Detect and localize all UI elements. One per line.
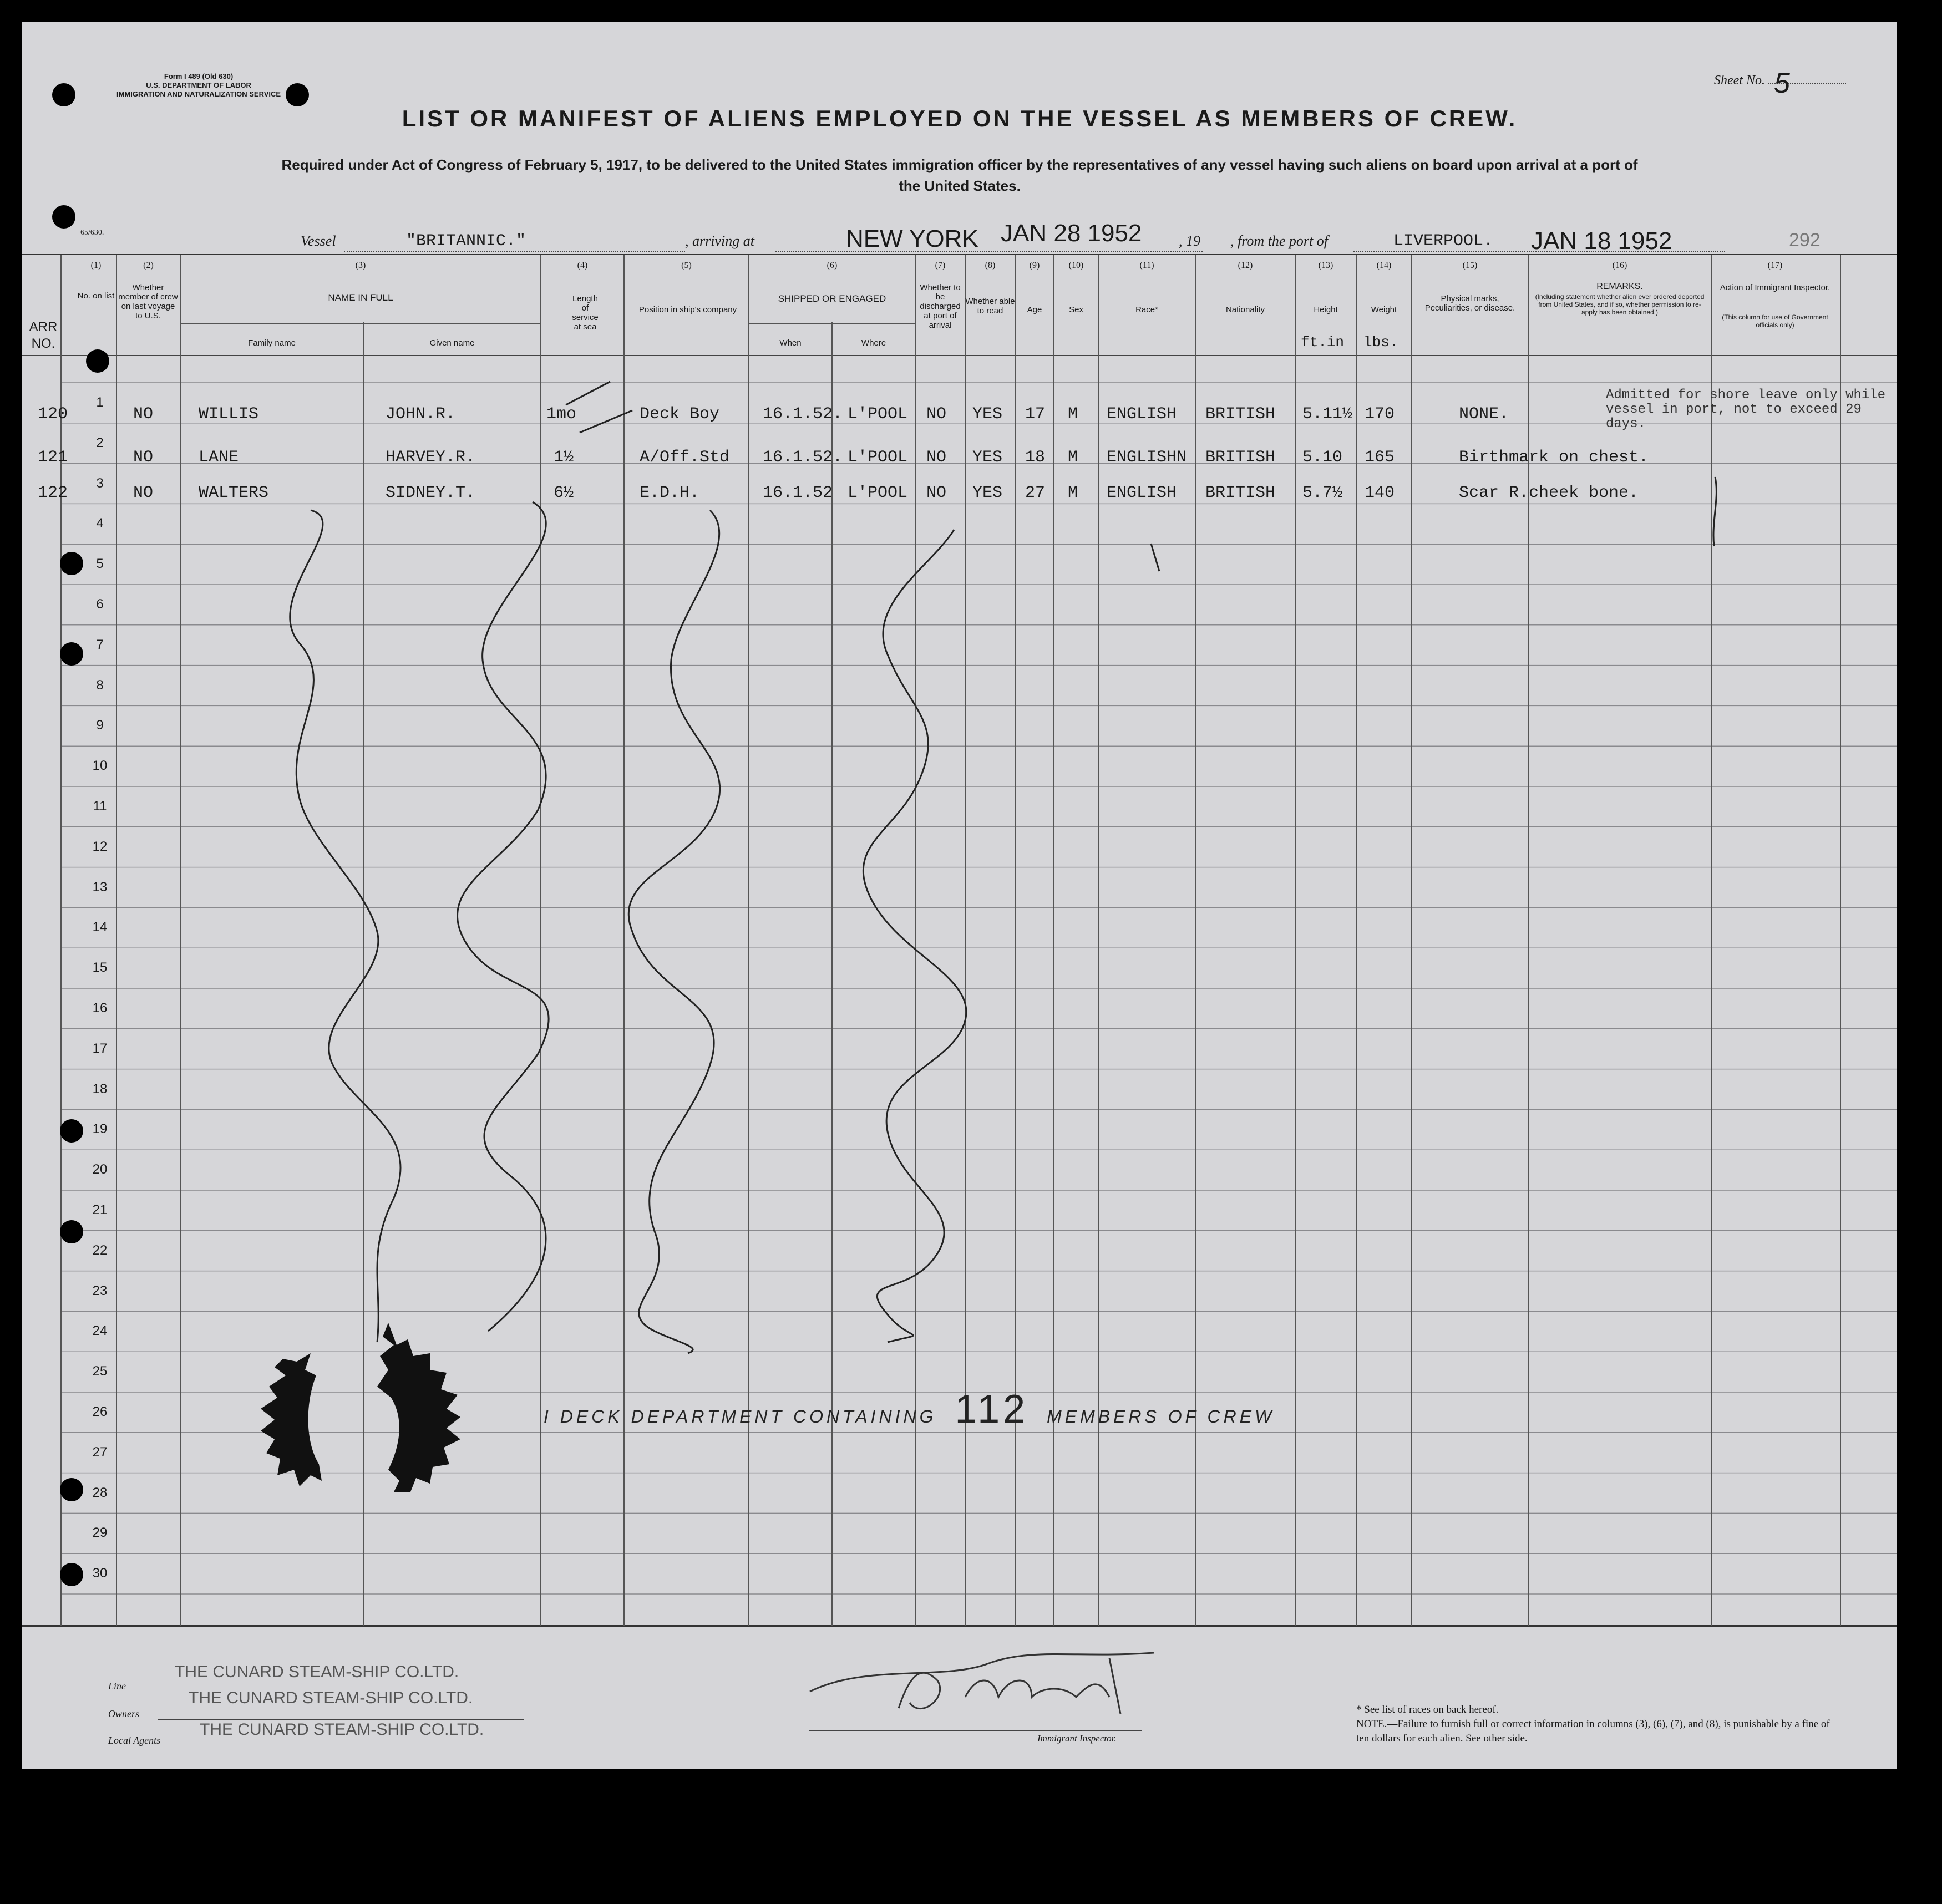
punch-hole [60, 552, 83, 575]
header-inspector-note: (This column for use of Government officials only) [1722, 313, 1828, 329]
line-number: 9 [96, 718, 104, 733]
side-code: 65/630. [80, 229, 104, 237]
last-voyage: NO [133, 405, 154, 424]
owners-company: THE CUNARD STEAM-SHIP CO.LTD. [189, 1689, 473, 1707]
line-number: 29 [92, 1525, 108, 1541]
family-name: WILLIS [199, 405, 259, 424]
colnum-12: (12) [1238, 261, 1253, 270]
inspector-rule [809, 1730, 1142, 1731]
summary-text-before: I DECK DEPARTMENT CONTAINING [544, 1407, 937, 1426]
from-port-label: , from the port of [1230, 233, 1328, 249]
given-name: SIDNEY.T. [386, 484, 476, 502]
line-number: 6 [96, 597, 104, 612]
vessel-label: Vessel [301, 233, 336, 249]
arriving-label: , arriving at [685, 233, 754, 249]
line-number: 25 [92, 1364, 108, 1379]
header-weight: Weight [1371, 305, 1397, 314]
line-number: 22 [92, 1242, 108, 1258]
punch-hole [60, 1220, 83, 1243]
shipped-where: L'POOL [848, 405, 908, 424]
line-number: 12 [92, 839, 108, 854]
line-number: 23 [92, 1283, 108, 1298]
punch-hole [60, 1478, 83, 1501]
line-number: 21 [92, 1202, 108, 1217]
colnum-9: (9) [1029, 261, 1040, 270]
shipped-when: 16.1.52. [763, 448, 843, 467]
shipped-where: L'POOL [848, 448, 908, 467]
manifest-sheet: Form I 489 (Old 630) U.S. DEPARTMENT OF LABOR IMMIGRATION AND NATURALIZATION SERVICE Sheet No. 5 LIST OR MANIFEST OF ALIENS EMPLOYED ON THE VESSEL AS MEMBERS OF CREW. Required under Act of Congress of February 5, 1917, to be delivered to the United States immigration officer by the representatives of any vessel having such aliens on board upon arrival at a port of the United States. 65/630. Vessel "BRITANNIC." , arriving at NEW YORK JAN 28 1952 , 19 , from the port of LIVERPOOL. JAN 18 1952 292 ARR NO. (1) No. on list (2) Whether member of crew on last voyage to U.S. (3) NAME IN FULL Family name Given name (4) Length of service at sea (5) Position in ship's company (6) SHIPPED OR ENGAGED When Where (7) Whether to be discharged at port of arrival (8) Whether able to read (9) Age (10) Sex (11) Race* (12) Nationality (13) Height ft.in (14) Weight lbs. (15) Physical marks, Peculiarities, or disease. (16) REMARKS. (Including statement whether alien ever ordered deported from United States, and if so, whether permission to re-apply has been obtained.) (17) Action of Immigrant Inspector. (This column for use of Government officials only) 1 2 3 4 5 6 7 8 9 10 11 12 13 14 15 16 17 18 19 20 21 22 23 24 25 26 27 28 29 30 120 NO WILLIS JOHN.R. 1mo Deck Boy 16.1.52. L'POOL NO YES 17 M ENGLISH BRITISH 5.11½ 170 NONE. 121 NO LANE HARVEY.R. 1½ A/Off.Std 16.1.52. L'POOL NO YES 18 M ENGLISHN BRITISH 5.10 165 Birthmark on chest. 122 NO WALTERS SIDNEY.T. 6½ E.D.H. 16.1.52 L'POOL NO YES 27 M ENGLISH BRITISH 5.7½ 140 Scar R.cheek bone. Admitted for shore leave only while vessel in port, not to exceed 29 days. I DECK DEPARTMENT CONTAINING 112 MEMBERS OF CREW Line THE CUNARD STEAM-SHIP CO.LTD. Owners THE CUNARD STEAM-SHIP CO.LTD. Local Agents THE CUNARD STEAM-SHIP CO.LTD. Immigrant Inspector. * See list of races on back hereof. NOTE.—Failure to furnish full or correct information in columns (3), (6), (7), and (8), is punishable by a fine of ten dollars for each alien. See other side. [22, 22, 1897, 1769]
arr-number: 120 [38, 405, 68, 424]
arr-number: 122 [38, 484, 68, 502]
line-number: 14 [92, 920, 108, 935]
nationality: BRITISH [1205, 448, 1276, 467]
line-label: Line [108, 1680, 126, 1692]
header-remarks: REMARKS. [1596, 282, 1643, 291]
height: 5.11½ [1302, 405, 1353, 424]
line-number: 3 [96, 475, 104, 491]
seal-stamps [222, 1314, 499, 1525]
header-where: Where [861, 338, 886, 348]
header-remarks-note: (Including statement whether alien ever ordered deported from United States, and if so, whether permission to re-apply has been obtained.) [1535, 293, 1705, 316]
colnum-14: (14) [1376, 261, 1392, 270]
to-be-discharged: NO [926, 448, 947, 467]
line-number: 5 [96, 556, 104, 572]
shipped-when: 16.1.52. [763, 405, 843, 424]
owners-label: Owners [108, 1708, 140, 1719]
height-unit: ft.in [1301, 334, 1345, 351]
to-be-discharged: NO [926, 484, 947, 502]
to-be-discharged: NO [926, 405, 947, 424]
header-when: When [779, 338, 802, 348]
from-port: LIVERPOOL. [1393, 232, 1494, 251]
punch-hole [52, 83, 75, 106]
race: ENGLISH [1107, 484, 1177, 502]
header-nationality: Nationality [1225, 305, 1265, 314]
sex: M [1068, 484, 1078, 502]
length-of-service: 1½ [554, 448, 574, 467]
physical-marks: Scar R.cheek bone. [1459, 484, 1639, 502]
colnum-5: (5) [681, 261, 692, 270]
header-name-in-full: NAME IN FULL [328, 292, 393, 303]
family-name: WALTERS [199, 484, 269, 502]
service-name: IMMIGRATION AND NATURALIZATION SERVICE [116, 90, 281, 98]
penalty-note: NOTE.—Failure to furnish full or correct information in columns (3), (6), (7), and (8), is punishable by a fine of ten dollars for each alien. See other side. [1356, 1718, 1830, 1744]
vessel-name: "BRITANNIC." [406, 232, 526, 251]
header-no-on-list: No. on list [77, 291, 115, 301]
line-number: 1 [96, 395, 104, 410]
line-number: 28 [92, 1485, 108, 1500]
header-shipped: SHIPPED OR ENGAGED [778, 293, 886, 304]
header-family-name: Family name [248, 338, 296, 348]
header-inspector-action: Action of Immigrant Inspector. [1720, 283, 1831, 292]
line-number: 24 [92, 1323, 108, 1339]
line-number: 4 [96, 516, 104, 531]
line-number: 10 [92, 758, 108, 774]
arrival-date-stamp: JAN 28 1952 [1001, 220, 1142, 247]
line-number: 26 [92, 1404, 108, 1419]
able-to-read: YES [972, 448, 1003, 467]
age: 18 [1025, 448, 1046, 467]
colnum-10: (10) [1068, 261, 1084, 270]
header-service: Length of service at sea [572, 294, 599, 332]
departure-date-stamp: JAN 18 1952 [1531, 227, 1672, 255]
line-number: 13 [92, 879, 108, 895]
punch-hole [60, 1119, 83, 1143]
height: 5.10 [1302, 448, 1343, 467]
colnum-7: (7) [935, 261, 946, 270]
colnum-8: (8) [985, 261, 996, 270]
able-to-read: YES [972, 405, 1003, 424]
age: 17 [1025, 405, 1046, 424]
line-company: THE CUNARD STEAM-SHIP CO.LTD. [175, 1663, 459, 1681]
summary-count: 112 [955, 1387, 1029, 1431]
colnum-4: (4) [577, 261, 588, 270]
weight-unit: lbs. [1363, 334, 1398, 351]
shipped-where: L'POOL [848, 484, 908, 502]
colnum-15: (15) [1462, 261, 1478, 270]
line-number: 27 [92, 1444, 108, 1460]
remarks-shore-leave: Admitted for shore leave only while vessel in port, not to exceed 29 days. [1606, 388, 1886, 431]
line-number: 8 [96, 677, 104, 693]
sheet-number: 5 [1773, 67, 1790, 99]
punch-hole [52, 205, 75, 229]
colnum-6: (6) [827, 261, 838, 270]
line-number: 17 [92, 1040, 108, 1056]
form-subtitle: Required under Act of Congress of February 5, 1917, to be delivered to the United States immigration officer by the representatives of any vessel having such aliens on board upon arrival at a port of the United States. [281, 156, 1638, 194]
family-name: LANE [199, 448, 239, 467]
header-position: Position in ship's company [638, 305, 737, 314]
header-physical-marks: Physical marks, Peculiarities, or disease. [1424, 294, 1515, 313]
line-number: 2 [96, 435, 104, 450]
weight: 165 [1365, 448, 1395, 467]
inspector-label: Immigrant Inspector. [1037, 1733, 1117, 1744]
arriving-port: NEW YORK [846, 225, 978, 252]
agents-label: Local Agents [108, 1735, 161, 1746]
colnum-3: (3) [355, 261, 366, 270]
header-sex: Sex [1069, 305, 1083, 314]
last-voyage: NO [133, 484, 154, 502]
age: 27 [1025, 484, 1046, 502]
colnum-2: (2) [143, 261, 154, 270]
header-age: Age [1027, 305, 1042, 314]
colnum-16: (16) [1612, 261, 1627, 270]
weight: 140 [1365, 484, 1395, 502]
colnum-11: (11) [1139, 261, 1154, 270]
colnum-17: (17) [1767, 261, 1783, 270]
line-number: 16 [92, 1001, 108, 1016]
punch-hole [60, 1563, 83, 1586]
race: ENGLISHN [1107, 448, 1187, 467]
department-name: U.S. DEPARTMENT OF LABOR [146, 81, 251, 89]
line-number: 19 [92, 1121, 108, 1137]
header-arr-no: ARR NO. [29, 319, 58, 351]
nationality: BRITISH [1205, 484, 1276, 502]
length-of-service: 6½ [554, 484, 574, 502]
sex: M [1068, 405, 1078, 424]
form-title: LIST OR MANIFEST OF ALIENS EMPLOYED ON THE VESSEL AS MEMBERS OF CREW. [402, 105, 1518, 131]
arr-number: 121 [38, 448, 68, 467]
position: Deck Boy [640, 405, 720, 424]
header-race: Race* [1135, 305, 1158, 314]
position: A/Off.Std [640, 448, 730, 467]
given-name: JOHN.R. [386, 405, 456, 424]
inspector-signature [799, 1642, 1187, 1736]
header-height: Height [1314, 305, 1338, 314]
punch-hole [60, 642, 83, 666]
line-number: 20 [92, 1162, 108, 1177]
physical-marks: Birthmark on chest. [1459, 448, 1649, 467]
header-given-name: Given name [429, 338, 475, 348]
header-able-to-read: Whether able to read [965, 297, 1015, 316]
agents-company: THE CUNARD STEAM-SHIP CO.LTD. [200, 1720, 484, 1739]
header-discharged: Whether to be discharged at port of arrival [920, 283, 961, 330]
punch-hole [86, 349, 109, 373]
sheet-number-label: Sheet No. [1714, 73, 1765, 88]
year-label: , 19 [1179, 233, 1200, 249]
line-number: 18 [92, 1081, 108, 1096]
able-to-read: YES [972, 484, 1003, 502]
colnum-1: (1) [90, 261, 102, 270]
length-of-service: 1mo [546, 405, 577, 424]
weight: 170 [1365, 405, 1395, 424]
punch-hole [286, 83, 309, 106]
header-last-voyage: Whether member of crew on last voyage to U.S. [118, 283, 178, 321]
shipped-when: 16.1.52 [763, 484, 833, 502]
line-number: 15 [92, 960, 108, 976]
line-number: 7 [96, 637, 104, 652]
summary-line [544, 1387, 1275, 1432]
race: ENGLISH [1107, 405, 1177, 424]
page-number: 292 [1789, 230, 1821, 251]
owners-rule [158, 1719, 524, 1720]
summary-text-after: MEMBERS OF CREW [1047, 1407, 1275, 1426]
line-number: 11 [93, 799, 107, 814]
colnum-13: (13) [1318, 261, 1333, 270]
nationality: BRITISH [1205, 405, 1276, 424]
physical-marks: NONE. [1459, 405, 1509, 424]
height: 5.7½ [1302, 484, 1343, 502]
form-number: Form I 489 (Old 630) [164, 72, 234, 80]
position: E.D.H. [640, 484, 700, 502]
last-voyage: NO [133, 448, 154, 467]
given-name: HARVEY.R. [386, 448, 476, 467]
line-number: 30 [92, 1566, 108, 1581]
sex: M [1068, 448, 1078, 467]
